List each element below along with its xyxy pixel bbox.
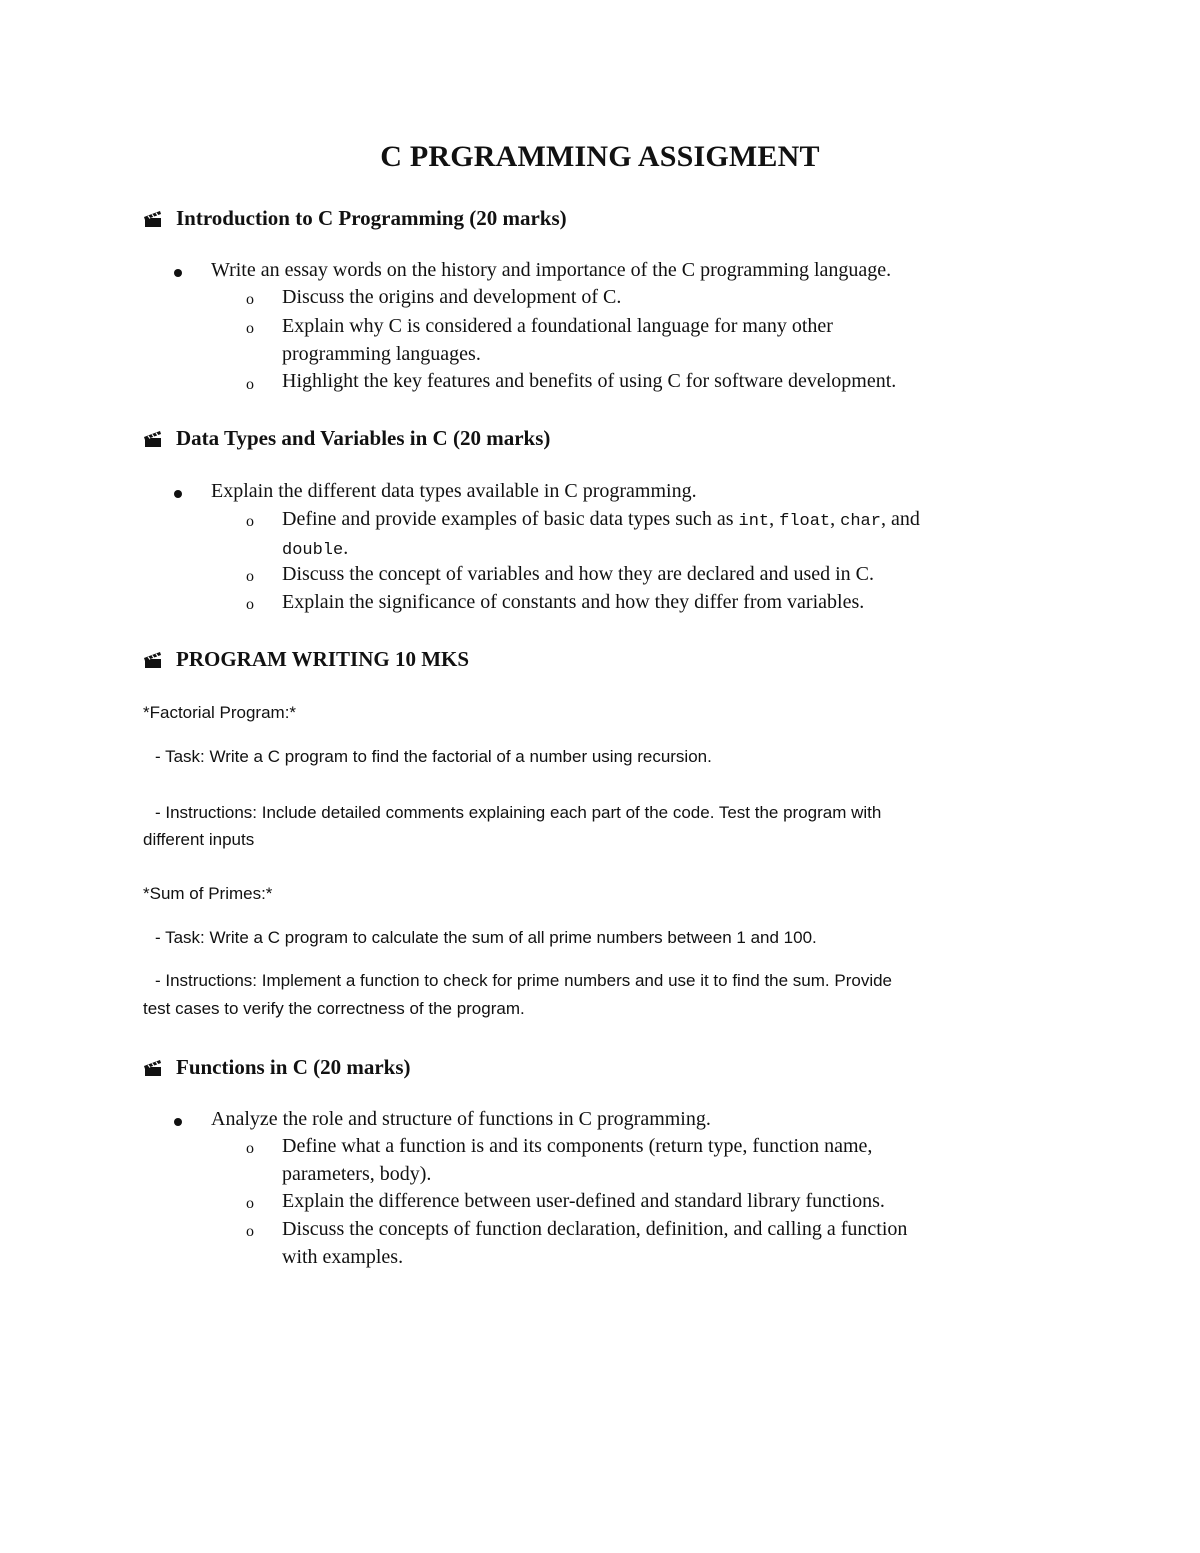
- factorial-instructions: - Instructions: Include detailed comments explaining each part of the code. Test the program with: [155, 803, 882, 822]
- clapperboard-icon: [143, 1059, 163, 1077]
- factorial-instructions-continued: different inputs: [143, 830, 255, 849]
- sub-bullet-text-continued: programming languages.: [282, 343, 481, 365]
- sub-bullet-text: Discuss the concepts of function declaration, definition, and calling a function: [282, 1218, 908, 1240]
- factorial-task: - Task: Write a C program to find the factorial of a number using recursion.: [155, 747, 712, 766]
- separator: ,: [769, 508, 780, 530]
- section-heading-introduction: [143, 206, 567, 231]
- bullet-icon: [174, 1118, 182, 1126]
- sub-bullet-text: Explain the significance of constants and how they differ from variables.: [282, 591, 865, 613]
- section-heading-text: Functions in C (20 marks): [176, 1055, 411, 1079]
- sub-bullet-text: Discuss the concept of variables and how they are declared and used in C.: [282, 563, 875, 585]
- sub-bullet-text: Explain the difference between user-defined and standard library functions.: [282, 1190, 885, 1212]
- sub-bullet-marker: o: [246, 1140, 254, 1157]
- sub-bullet-marker: o: [246, 1195, 254, 1212]
- bullet-icon: [174, 269, 182, 277]
- sub-bullet-text: Explain why C is considered a foundational language for many other: [282, 315, 833, 337]
- sub-bullet-text: Discuss the origins and development of C.: [282, 286, 622, 308]
- separator: .: [343, 537, 349, 559]
- clapperboard-icon: [143, 210, 163, 228]
- sub-bullet-marker: o: [246, 291, 254, 308]
- factorial-label: *Factorial Program:*: [143, 703, 297, 722]
- section-heading-text: Introduction to C Programming (20 marks): [176, 206, 567, 230]
- code-float: float: [779, 512, 831, 531]
- code-int: int: [738, 512, 770, 531]
- primes-instructions-continued: test cases to verify the correctness of the program.: [143, 999, 525, 1018]
- bullet-text: Analyze the role and structure of functions in C programming.: [211, 1108, 711, 1130]
- primes-task: - Task: Write a C program to calculate the sum of all prime numbers between 1 and 100.: [155, 928, 817, 947]
- clapperboard-icon: [143, 651, 163, 669]
- sub-bullet-marker: o: [246, 568, 254, 585]
- clapperboard-icon: [143, 430, 163, 448]
- primes-label: *Sum of Primes:*: [143, 884, 273, 903]
- separator: ,: [830, 508, 841, 530]
- code-double: double: [282, 541, 344, 560]
- sub-bullet-marker: o: [246, 376, 254, 393]
- sub-bullet-marker: o: [246, 1223, 254, 1240]
- sub-bullet-text-part: , and: [880, 508, 920, 530]
- section-heading-functions: [143, 1055, 411, 1080]
- sub-bullet-text-continued: [282, 537, 348, 560]
- section-heading-text: PROGRAM WRITING 10 MKS: [176, 647, 470, 671]
- page-title: C PRGRAMMING ASSIGMENT: [380, 140, 820, 173]
- sub-bullet-marker: o: [246, 513, 254, 530]
- section-heading-data-types: [143, 426, 550, 451]
- sub-bullet-text-part: Define and provide examples of basic data types such as: [282, 508, 739, 530]
- sub-bullet-text: [282, 508, 920, 531]
- sub-bullet-marker: o: [246, 320, 254, 337]
- sub-bullet-text-continued: with examples.: [282, 1246, 404, 1268]
- bullet-text: Write an essay words on the history and importance of the C programming language.: [211, 259, 892, 281]
- sub-bullet-text-continued: parameters, body).: [282, 1163, 432, 1185]
- primes-instructions: - Instructions: Implement a function to check for prime numbers and use it to find the sum. Provide: [155, 971, 893, 990]
- sub-bullet-text: Highlight the key features and benefits of using C for software development.: [282, 370, 897, 392]
- section-heading-text: Data Types and Variables in C (20 marks): [176, 426, 551, 450]
- code-char: char: [840, 512, 881, 531]
- sub-bullet-text: Define what a function is and its components (return type, function name,: [282, 1135, 873, 1157]
- sub-bullet-marker: o: [246, 596, 254, 613]
- bullet-icon: [174, 490, 182, 498]
- section-heading-program-writing: [143, 647, 469, 672]
- bullet-text: Explain the different data types available in C programming.: [211, 480, 697, 502]
